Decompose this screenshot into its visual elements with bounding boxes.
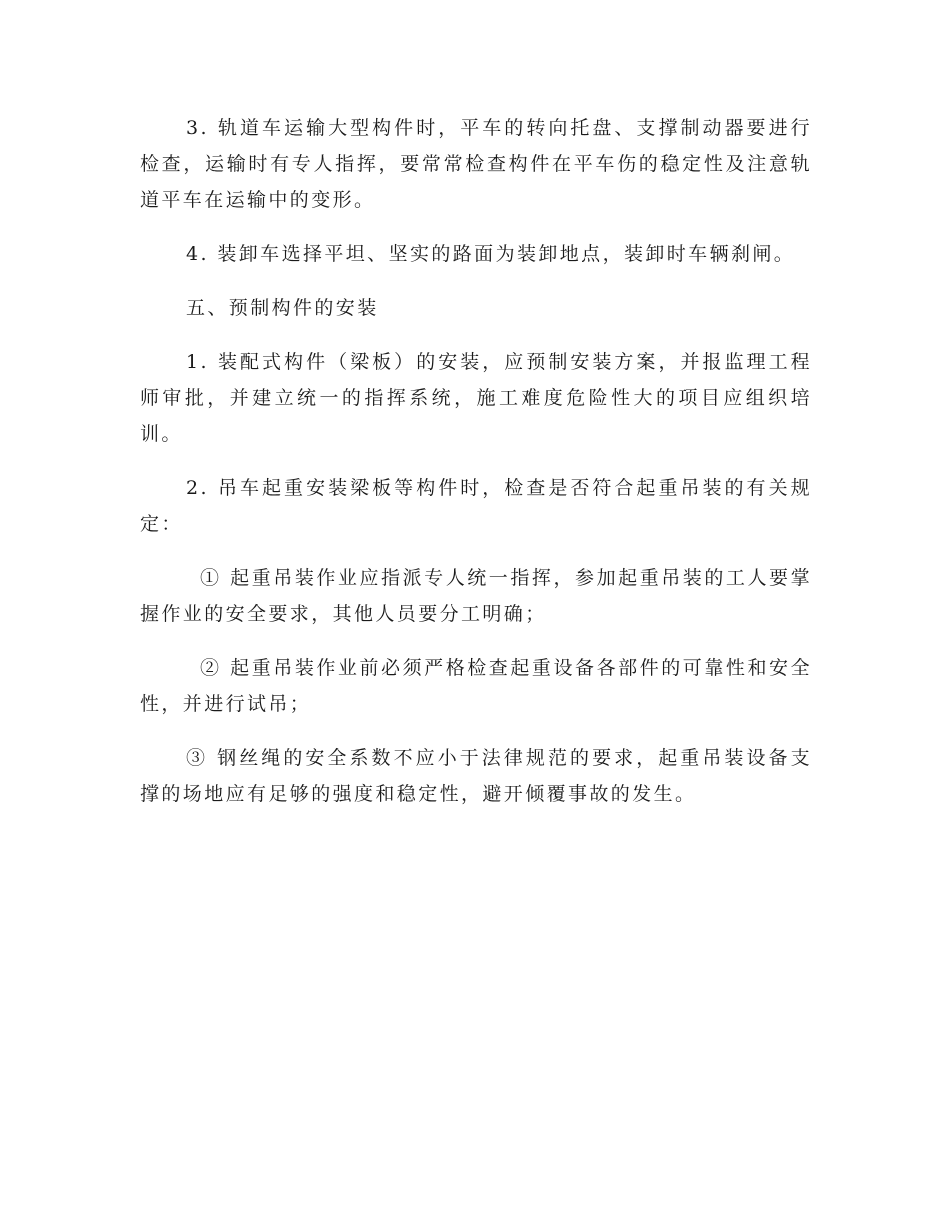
paragraph-loading-unloading: 4. 装卸车选择平坦、坚实的路面为装卸地点，装卸时车辆刹闸。 — [186, 243, 796, 265]
paragraph-rail-transport: 3. 轨道车运输大型构件时，平车的转向托盘、支撑制动器要进行检查，运输时有专人指挥，要常常检查构件在平车伤的稳定性及注意轨道平车在运输中的变形。 — [140, 117, 812, 211]
list-item-command: ① 起重吊装作业应指派专人统一指挥，参加起重吊装的工人要掌握作业的安全要求，其他人员要分工明确； — [140, 567, 812, 625]
list-item-inspection: ② 起重吊装作业前必须严格检查起重设备各部件的可靠性和安全性，并进行试吊； — [140, 657, 812, 715]
paragraph-crane-lifting: 2. 吊车起重安装梁板等构件时，检查是否符合起重吊装的有关规定： — [140, 477, 812, 535]
section-heading-installation: 五、预制构件的安装 — [186, 297, 379, 319]
document-page — [140, 110, 812, 830]
paragraph-assembly-install: 1. 装配式构件（梁板）的安装，应预制安装方案，并报监理工程师审批，并建立统一的指挥系统，施工难度危险性大的项目应组织培训。 — [140, 351, 812, 445]
list-item-wire-rope: ③ 钢丝绳的安全系数不应小于法律规范的要求，起重吊装设备支撑的场地应有足够的强度和稳定性，避开倾覆事故的发生。 — [140, 747, 812, 805]
